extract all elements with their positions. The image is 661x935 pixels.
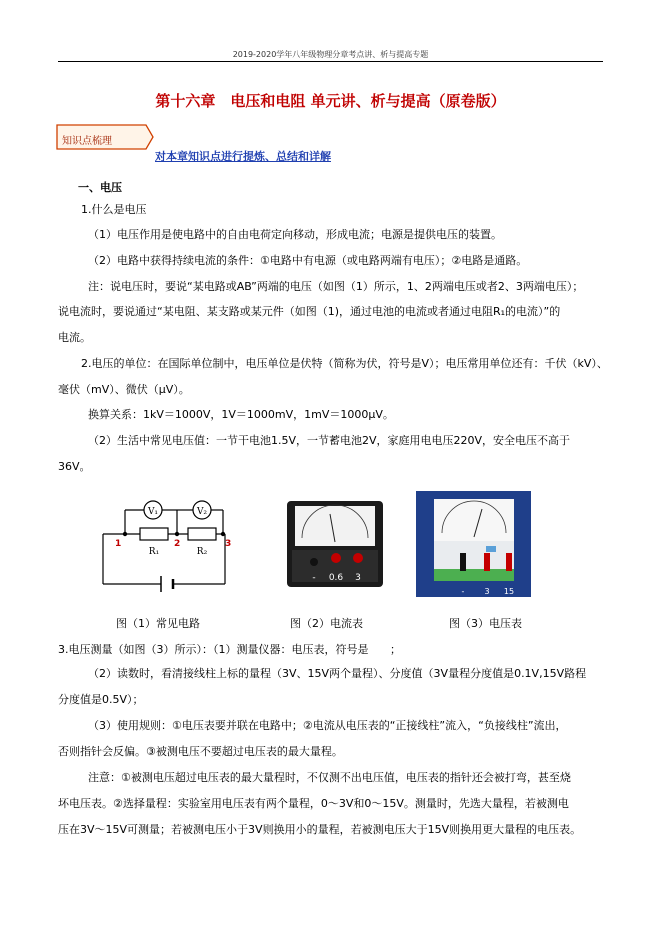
- figure-caption: 图（1）常见电路: [116, 617, 200, 630]
- paragraph-line: 毫伏（mV）、微伏（μV）。: [58, 383, 190, 396]
- paragraph-line: 分度值是0.5V）；: [58, 693, 144, 706]
- node-3-label: 3: [225, 539, 232, 549]
- voltmeter-terminal-label: 15: [503, 587, 515, 596]
- node-1-label: 1: [115, 539, 122, 549]
- paragraph-line: 1.什么是电压: [81, 203, 147, 216]
- figure-caption: 图（2）电流表: [290, 617, 363, 630]
- circuit-diagram: [95, 492, 245, 594]
- ammeter-illustration: [286, 500, 384, 588]
- ammeter-terminal-label: 3: [355, 573, 361, 583]
- figure-caption: 图（3）电压表: [449, 617, 522, 630]
- section-title: 一、电压: [78, 181, 122, 194]
- header-rule: [58, 61, 603, 62]
- voltmeter-illustration: [416, 491, 531, 597]
- paragraph-line: 说电流时，要说通过“某电阻、某支路或某元件（如图（1)，通过电池的电流或者通过电阻R₁的电流）”的: [58, 305, 561, 318]
- paragraph-line: 换算关系：1kV＝1000V，1V＝1000mV，1mV＝1000μV。: [88, 408, 394, 421]
- resistor-r1-label: R₁: [148, 547, 160, 557]
- paragraph-line: （3）使用规则：①电压表要并联在电路中；②电流从电压表的“正接线柱”流入，“负接线柱”流出，: [88, 719, 567, 732]
- ammeter-terminal-label: 0.6: [328, 573, 344, 583]
- paragraph-line: （1）电压作用是使电路中的自由电荷定向移动，形成电流；电源是提供电压的装置。: [88, 228, 502, 241]
- page-header: 2019-2020学年八年级物理分章考点讲、析与提高专题: [232, 50, 429, 59]
- voltmeter-terminal-label: 3: [484, 587, 490, 596]
- ammeter-terminal-label: -: [312, 573, 316, 583]
- section-subhead: 对本章知识点进行提炼、总结和详解: [155, 150, 331, 163]
- paragraph-line: 坏电压表。②选择量程：实验室用电压表有两个量程，0～3V和0～15V。测量时，先选大量程，若被测电: [58, 797, 569, 810]
- resistor-r2-label: R₂: [196, 547, 208, 557]
- voltmeter-terminal-label: -: [461, 587, 465, 596]
- paragraph-line: 电流。: [58, 331, 91, 344]
- paragraph-line: 2.电压的单位：在国际单位制中，电压单位是伏特（简称为伏，符号是V）；电压常用单位还有：千伏（kV）、: [81, 357, 608, 370]
- paragraph-line: （2）电路中获得持续电流的条件：①电路中有电源（或电路两端有电压）；②电路是通路。: [88, 254, 528, 267]
- paragraph-line: 3.电压测量（如图（3）所示）：（1）测量仪器：电压表，符号是 ；: [58, 643, 401, 656]
- paragraph-line: （2）生活中常见电压值：一节干电池1.5V，一节蓄电池2V，家庭用电电压220V，安全电压不高于: [88, 434, 571, 447]
- paragraph-line: 压在3V～15V可测量；若被测电压小于3V则换用小的量程，若被测电压大于15V则换用更大量程的电压表。: [58, 823, 582, 836]
- paragraph-line: （2）读数时，看清接线柱上标的量程（3V、15V两个量程）、分度值（3V量程分度值是0.1V,15V路程: [88, 667, 587, 680]
- node-2-label: 2: [174, 539, 181, 549]
- page-title: 第十六章 电压和电阻 单元讲、析与提高（原卷版）: [155, 92, 506, 110]
- voltmeter-v1-label: V₁: [147, 507, 159, 517]
- paragraph-line: 注意：①被测电压超过电压表的最大量程时，不仅测不出电压值，电压表的指针还会被打弯，甚至烧: [88, 771, 571, 784]
- paragraph-line: 否则指针会反偏。③被测电压不要超过电压表的最大量程。: [58, 745, 343, 758]
- paragraph-text: 3.电压测量（如图（3）所示）：（1）测量仪器：电压表，符号是: [58, 643, 369, 656]
- voltmeter-v2-label: V₂: [196, 507, 208, 517]
- paragraph-line: 36V。: [58, 460, 91, 473]
- badge-label: 知识点梳理: [62, 136, 112, 147]
- voltmeter-symbol-icon: [372, 641, 390, 653]
- paragraph-line: 注：说电压时，要说“某电路或AB”两端的电压（如图（1）所示，1、2两端电压或者2、3两端电压）；: [88, 280, 584, 293]
